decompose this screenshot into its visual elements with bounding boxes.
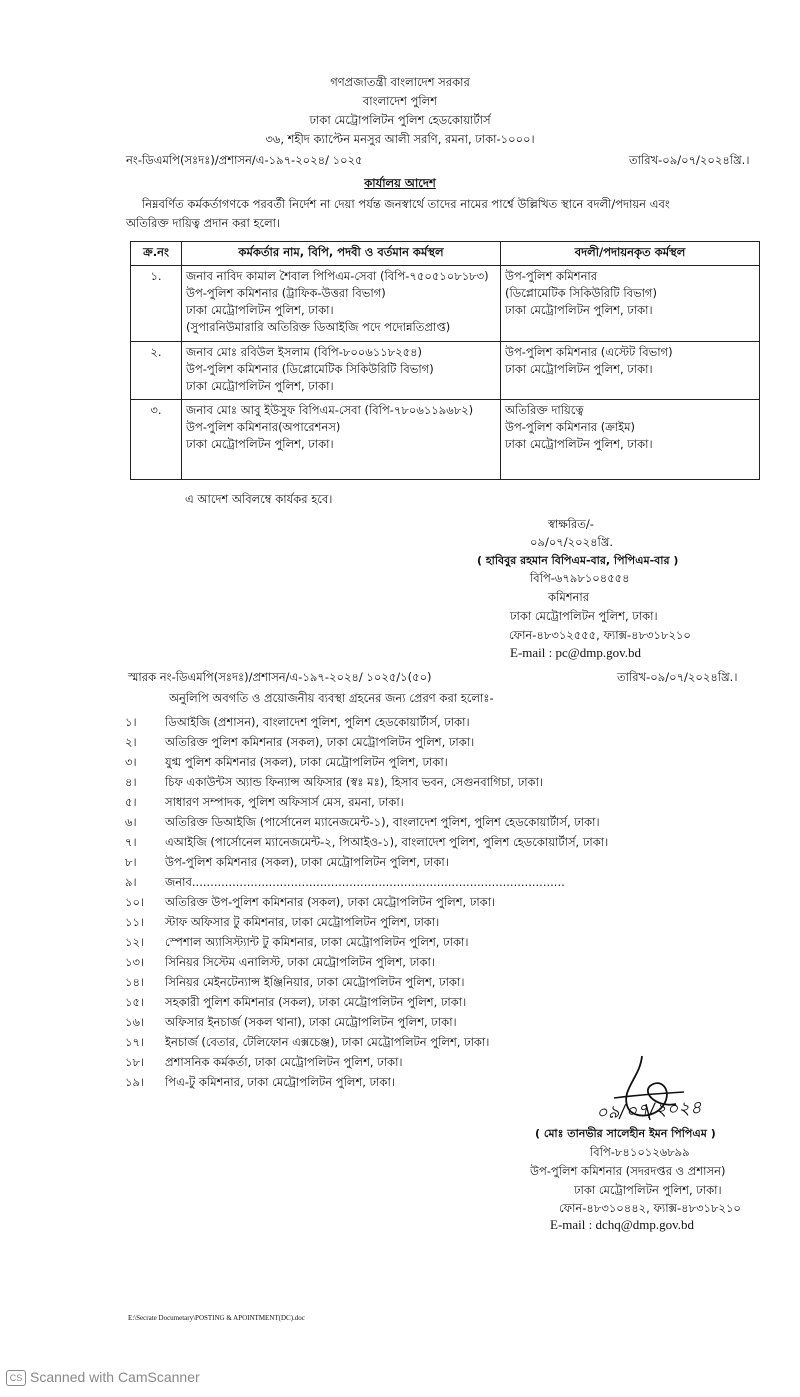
cc-text: সহকারী পুলিশ কমিশনার (সকল), ঢাকা মেট্রোপলিটন পুলিশ, ঢাকা। — [165, 995, 467, 1009]
cc-intro: অনুলিপি অবগতি ও প্রয়োজনীয় ব্যবস্থা গ্রহনের জন্য প্রেরণ করা হলোঃ- — [169, 691, 494, 705]
office-title: ঢাকা মেট্রোপলিটন পুলিশ হেডকোয়ার্টার্স — [309, 113, 491, 127]
cc-number: ১৭। — [125, 1035, 145, 1049]
handwritten-date: ০৯/০৭/২০২৪ — [595, 1097, 703, 1124]
row-posted-line: অতিরিক্ত দায়িত্বে — [505, 403, 584, 417]
list-item — [125, 914, 439, 933]
intro-line-1: নিম্নবর্ণিত কর্মকর্তাগণকে পরবর্তী নির্দেশ না দেয়া পর্যন্ত জনস্বার্থে তাদের নামের পার্শ্বে উল্লিখিত স্থানে বদলী/পদায়ন এবং — [142, 197, 670, 211]
row-serial: ৩. — [131, 400, 182, 480]
scanner-text: Scanned with CamScanner — [30, 1369, 200, 1385]
cc-number: ১৮। — [125, 1055, 145, 1069]
sign1-org: ঢাকা মেট্রোপলিটন পুলিশ, ঢাকা। — [510, 609, 658, 623]
intro-line-2: অতিরিক্ত দায়িত্ব প্রদান করা হলো। — [126, 216, 281, 230]
camscanner-logo-icon: CS — [6, 1370, 26, 1386]
cc-text: এআইজি (পার্সোনেল ম্যানেজমেন্ট-২, পিআইও-১), বাংলাদেশ পুলিশ, পুলিশ হেডকোয়ার্টার্স, ঢাকা। — [165, 835, 609, 849]
list-item — [125, 834, 608, 853]
sign1-email: E-mail : pc@dmp.gov.bd — [510, 645, 641, 660]
row-posted-line: উপ-পুলিশ কমিশনার (এস্টেট বিভাগ) — [505, 345, 673, 359]
row-current-line: উপ-পুলিশ কমিশনার (ডিপ্লোমেটিক সিকিউরিটি বিভাগ) — [186, 362, 434, 376]
sign2-bp: বিপি-৮৪১০১২৬৮৯৯ — [590, 1145, 690, 1159]
cc-text: স্টাফ অফিসার টু কমিশনার, ঢাকা মেট্রোপলিটন পুলিশ, ঢাকা। — [165, 915, 440, 929]
dept-title: বাংলাদেশ পুলিশ — [362, 94, 438, 108]
list-item — [125, 734, 474, 753]
cc-number: ৫। — [125, 795, 137, 809]
sign1-name: ( হাবিবুর রহমান বিপিএম-বার, পিপিএম-বার ) — [477, 554, 679, 567]
cc-number: ১৯। — [125, 1075, 145, 1089]
cc-text: প্রশাসনিক কর্মকর্তা, ঢাকা মেট্রোপলিটন পুলিশ, ঢাকা। — [165, 1055, 403, 1069]
sign1-bp: বিপি-৬৭৯৮১০৪৫৫৪ — [530, 571, 630, 585]
list-item — [125, 774, 543, 793]
list-item — [125, 994, 466, 1013]
row-posted — [501, 342, 760, 400]
list-item — [125, 794, 404, 813]
cc-text: অতিরিক্ত উপ-পুলিশ কমিশনার (সকল), ঢাকা মেট্রোপলিটন পুলিশ, ঢাকা। — [165, 895, 496, 909]
sign2-name: ( মোঃ তানভীর সালেহীন ইমন পিপিএম ) — [535, 1127, 716, 1140]
cc-text: স্পেশাল অ্যাসিস্ট্যান্ট টু কমিশনার, ঢাকা মেট্রোপলিটন পুলিশ, ঢাকা। — [165, 935, 469, 949]
govt-title: গণপ্রজাতন্ত্রী বাংলাদেশ সরকার — [330, 75, 470, 89]
row-current-line: উপ-পুলিশ কমিশনার(অপারেশনস) — [186, 420, 341, 434]
cc-text: সিনিয়র সিস্টেম এনালিস্ট, ঢাকা মেট্রোপলিটন পুলিশ, ঢাকা। — [165, 955, 435, 969]
cc-number: ৪। — [125, 775, 137, 789]
list-item — [125, 1034, 489, 1053]
cc-number: ১। — [125, 715, 137, 729]
sign2-org: ঢাকা মেট্রোপলিটন পুলিশ, ঢাকা। — [574, 1183, 722, 1197]
table-row — [131, 342, 760, 400]
row-current-line: উপ-পুলিশ কমিশনার (ট্রাফিক-উত্তরা বিভাগ) — [186, 286, 386, 300]
signed-label: স্বাক্ষরিত/- — [548, 517, 594, 531]
cc-text: ইনচার্জ (বেতার, টেলিফোন এক্সচেঞ্জ), ঢাকা মেট্রোপলিটন পুলিশ, ঢাকা। — [165, 1035, 490, 1049]
memo2-number: স্মারক নং-ডিএমপি(সঃদঃ)/প্রশাসন/এ-১৯৭-২০২৪/ ১০২৫/১(৫০) — [128, 670, 432, 684]
row-current — [182, 266, 501, 342]
list-item — [125, 934, 468, 953]
cc-number: ২। — [125, 735, 137, 749]
cc-text: সাধারণ সম্পাদক, পুলিশ অফিসার্স মেস, রমনা, ঢাকা। — [165, 795, 404, 809]
cc-text: চিফ একাউন্টস অ্যান্ড ফিন্যান্স অফিসার (স্বঃ মঃ), হিসাব ভবন, সেগুনবাগিচা, ঢাকা। — [165, 775, 544, 789]
cc-number: ৯। — [125, 875, 137, 889]
sign1-phone: ফোন-৪৮৩১২৫৫৫, ফ্যাক্স-৪৮৩১৮২১০ — [509, 628, 691, 642]
list-item — [125, 974, 464, 993]
order-title: কার্যালয় আদেশ — [364, 176, 436, 190]
effect-line: এ আদেশ অবিলম্বে কার্যকর হবে। — [185, 492, 333, 506]
cc-text: যুগ্ম পুলিশ কমিশনার (সকল), ঢাকা মেট্রোপলিটন পুলিশ, ঢাকা। — [165, 755, 448, 769]
list-item — [125, 1014, 457, 1033]
list-item — [125, 754, 448, 773]
row-posted-line: উপ-পুলিশ কমিশনার — [505, 269, 598, 283]
cc-number: ১৪। — [125, 975, 145, 989]
list-item — [125, 1074, 395, 1093]
list-item — [125, 894, 495, 913]
list-item — [125, 954, 435, 973]
row-current-line: ঢাকা মেট্রোপলিটন পুলিশ, ঢাকা। — [186, 437, 334, 451]
cc-text: অফিসার ইনচার্জ (সকল থানা), ঢাকা মেট্রোপলিটন পুলিশ, ঢাকা। — [165, 1015, 457, 1029]
cc-number: ৭। — [125, 835, 137, 849]
scanner-watermark — [6, 1369, 200, 1386]
cc-text: পিএ-টু কমিশনার, ঢাকা মেট্রোপলিটন পুলিশ, ঢাকা। — [165, 1075, 395, 1089]
row-serial: ২. — [131, 342, 182, 400]
table-row — [131, 266, 760, 342]
cc-text: সিনিয়র মেইনটেন্যান্স ইঞ্জিনিয়ার, ঢাকা মেট্রোপলিটন পুলিশ, ঢাকা। — [165, 975, 465, 989]
transfer-table — [130, 241, 760, 480]
cc-text: জনাব...................................................................................................... — [165, 875, 565, 889]
sign1-title: কমিশনার — [548, 590, 590, 604]
row-posted-line: ঢাকা মেট্রোপলিটন পুলিশ, ঢাকা। — [505, 362, 653, 376]
sign2-phone: ফোন-৪৮৩১০৪৪২, ফ্যাক্স-৪৮৩১৮২১০ — [559, 1201, 741, 1215]
cc-number: ৩। — [125, 755, 137, 769]
row-current — [182, 400, 501, 480]
col-header-officer: কর্মকর্তার নাম, বিপি, পদবী ও বর্তমান কর্মস্থল — [182, 242, 501, 266]
list-item — [125, 874, 565, 893]
file-path-footer: E:\Secrate Documetary\POSTING & APOINTMENT(DC).doc — [128, 1314, 305, 1322]
list-item — [125, 714, 470, 733]
table-row — [131, 400, 760, 480]
row-posted-line: ঢাকা মেট্রোপলিটন পুলিশ, ঢাকা। — [505, 303, 653, 317]
cc-number: ১৬। — [125, 1015, 145, 1029]
sign2-email: E-mail : dchq@dmp.gov.bd — [550, 1217, 694, 1232]
row-current-line: জনাব মোঃ আবু ইউসুফ বিপিএম-সেবা (বিপি-৭৮০৬১১৯৬৮২) — [186, 403, 474, 417]
row-current-line: (সুপারনিউমারারি অতিরিক্ত ডিআইজি পদে পদোন্নতিপ্রাপ্ত) — [186, 320, 451, 334]
cc-number: ১৩। — [125, 955, 145, 969]
cc-number: ৬। — [125, 815, 137, 829]
cc-number: ১৫। — [125, 995, 145, 1009]
sign1-date: ০৯/০৭/২০২৪খ্রি. — [530, 535, 614, 549]
cc-text: উপ-পুলিশ কমিশনার (সকল), ঢাকা মেট্রোপলিটন পুলিশ, ঢাকা। — [165, 855, 449, 869]
row-current-line: ঢাকা মেট্রোপলিটন পুলিশ, ঢাকা। — [186, 303, 334, 317]
row-posted-line: (ডিপ্লোমেটিক সিকিউরিটি বিভাগ) — [505, 286, 657, 300]
row-posted-line: উপ-পুলিশ কমিশনার (ক্রাইম) — [505, 420, 636, 434]
row-current-line: ঢাকা মেট্রোপলিটন পুলিশ, ঢাকা। — [186, 379, 334, 393]
memo2-date: তারিখ-০৯/০৭/২০২৪খ্রি.। — [617, 670, 738, 684]
list-item — [125, 814, 600, 833]
cc-text: অতিরিক্ত পুলিশ কমিশনার (সকল), ঢাকা মেট্রোপলিটন পুলিশ, ঢাকা। — [165, 735, 475, 749]
cc-text: অতিরিক্ত ডিআইজি (পার্সোনেল ম্যানেজমেন্ট-১), বাংলাদেশ পুলিশ, পুলিশ হেডকোয়ার্টার্স, ঢাকা। — [165, 815, 600, 829]
cc-number: ৮। — [125, 855, 137, 869]
memo-number: নং-ডিএমপি(সঃদঃ)/প্রশাসন/এ-১৯৭-২০২৪/ ১০২৫ — [126, 153, 363, 167]
cc-number: ১০। — [125, 895, 145, 909]
row-posted — [501, 400, 760, 480]
office-address: ৩৬, শহীদ ক্যাপ্টেন মনসুর আলী সরণি, রমনা, ঢাকা-১০০০। — [265, 132, 535, 146]
cc-text: ডিআইজি (প্রশাসন), বাংলাদেশ পুলিশ, পুলিশ হেডকোয়ার্টার্স, ঢাকা। — [165, 715, 470, 729]
sign2-title: উপ-পুলিশ কমিশনার (সদরদপ্তর ও প্রশাসন) — [530, 1164, 726, 1178]
row-posted-line: ঢাকা মেট্রোপলিটন পুলিশ, ঢাকা। — [505, 437, 653, 451]
cc-number: ১২। — [125, 935, 145, 949]
row-posted — [501, 266, 760, 342]
cc-number: ১১। — [125, 915, 145, 929]
row-current — [182, 342, 501, 400]
list-item — [125, 854, 449, 873]
row-serial: ১. — [131, 266, 182, 342]
col-header-posting: বদলী/পদায়নকৃত কর্মস্থল — [501, 242, 760, 266]
col-header-sl: ক্র.নং — [131, 242, 182, 266]
row-current-line: জনাব নাবিদ কামাল শৈবাল পিপিএম-সেবা (বিপি-৭৫০৫১০৮১৮৩) — [186, 269, 489, 283]
list-item — [125, 1054, 403, 1073]
row-current-line: জনাব মোঃ রবিউল ইসলাম (বিপি-৮০০৬১১৮২৫৪) — [186, 345, 423, 359]
memo-date: তারিখ-০৯/০৭/২০২৪খ্রি.। — [629, 153, 750, 167]
